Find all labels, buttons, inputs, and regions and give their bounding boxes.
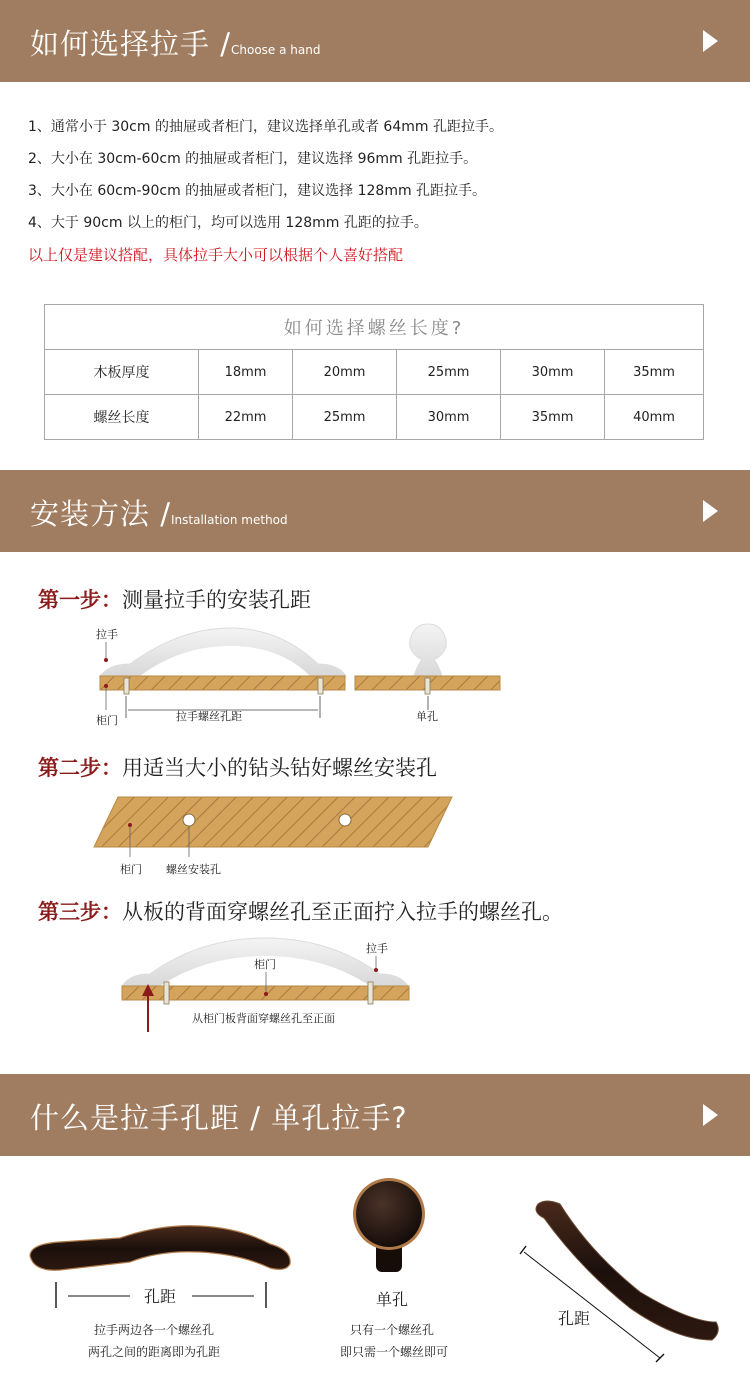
label-single: 单孔 <box>416 710 438 723</box>
banner-subtitle: Installation method <box>171 513 288 527</box>
desc-line: 只有一个螺丝孔 <box>350 1323 435 1337</box>
label-spacing: 拉手螺丝孔距 <box>176 710 242 723</box>
label-hole: 螺丝安装孔 <box>166 863 221 876</box>
screw-icon <box>425 678 430 694</box>
table-cell: 20mm <box>293 350 397 395</box>
screw-hole-icon <box>183 814 195 826</box>
tip-line: 3、大小在 60cm-90cm 的抽屉或者柜门，建议选择 128mm 孔距拉手。 <box>28 183 487 199</box>
step-text: 从板的背面穿螺丝孔至正面拧入拉手的螺丝孔。 <box>122 900 563 924</box>
banner-title: 如何选择拉手 <box>30 27 211 61</box>
label-door: 柜门 <box>96 714 118 727</box>
screw-icon <box>164 982 169 1004</box>
section-banner-choose <box>0 0 750 82</box>
step-text: 用适当大小的钻头钻好螺丝安装孔 <box>122 756 437 780</box>
play-arrow-icon[interactable] <box>703 500 718 522</box>
play-arrow-icon[interactable] <box>703 1104 718 1126</box>
step-1-diagram <box>0 620 750 730</box>
table-cell: 30mm <box>501 350 605 395</box>
table-title: 如何选择螺丝长度? <box>45 305 704 350</box>
table-cell: 18mm <box>199 350 293 395</box>
desc-line: 拉手两边各一个螺丝孔 <box>94 1323 215 1337</box>
cabinet-board <box>100 676 345 690</box>
screw-hole-icon <box>339 814 351 826</box>
label-door: 柜门 <box>254 958 276 971</box>
knob-shape <box>410 624 447 676</box>
step-1-heading <box>38 584 311 614</box>
step-3-diagram <box>0 938 750 1038</box>
screw-icon <box>368 982 373 1004</box>
label-single: 单孔 <box>376 1290 409 1309</box>
screw-length-table <box>44 304 704 440</box>
cabinet-board <box>94 797 452 847</box>
step-number: 第二步： <box>38 756 122 780</box>
table-cell: 25mm <box>397 350 501 395</box>
label-spacing: 孔距 <box>558 1309 591 1328</box>
tip-line: 1、通常小于 30cm 的抽屉或者柜门，建议选择单孔或者 64mm 孔距拉手。 <box>28 119 503 135</box>
row-label: 螺丝长度 <box>45 395 199 440</box>
step-number: 第一步： <box>38 588 122 612</box>
table-cell: 40mm <box>605 395 704 440</box>
banner-title: 安装方法 <box>30 497 151 531</box>
product-illustrations <box>0 1172 750 1382</box>
bar-handle-image <box>30 1226 290 1270</box>
table-row <box>45 350 704 395</box>
table-row <box>45 395 704 440</box>
row-label: 木板厚度 <box>45 350 199 395</box>
label-handle: 拉手 <box>96 628 118 641</box>
table-cell: 22mm <box>199 395 293 440</box>
tip-note: 以上仅是建议搭配，具体拉手大小可以根据个人喜好搭配 <box>28 246 404 264</box>
table-cell: 30mm <box>397 395 501 440</box>
desc-line: 即只需一个螺丝即可 <box>340 1345 449 1359</box>
play-arrow-icon[interactable] <box>703 30 718 52</box>
step-2-diagram <box>0 795 750 885</box>
table-cell: 25mm <box>293 395 397 440</box>
section-banner-install <box>0 470 750 552</box>
banner-slash: / <box>160 497 172 531</box>
step-2-heading <box>38 752 437 782</box>
tip-line: 2、大小在 30cm-60cm 的抽屉或者柜门，建议选择 96mm 孔距拉手。 <box>28 151 478 167</box>
selection-tips <box>28 116 503 276</box>
label-handle: 拉手 <box>366 942 388 955</box>
desc-line: 两孔之间的距离即为孔距 <box>88 1345 221 1359</box>
step-number: 第三步： <box>38 900 122 924</box>
tip-line: 4、大于 90cm 以上的柜门，均可以选用 128mm 孔距的拉手。 <box>28 215 428 231</box>
step-text: 测量拉手的安装孔距 <box>122 588 311 612</box>
section-banner-spacing <box>0 1074 750 1156</box>
banner-title: 什么是拉手孔距 / 单孔拉手? <box>30 1101 408 1135</box>
screw-icon <box>124 678 129 694</box>
label-through: 从柜门板背面穿螺丝孔至正面 <box>192 1012 335 1025</box>
table-cell: 35mm <box>605 350 704 395</box>
screw-icon <box>318 678 323 694</box>
banner-subtitle: Choose a hand <box>231 43 321 57</box>
label-door: 柜门 <box>120 863 142 876</box>
table-cell: 35mm <box>501 395 605 440</box>
step-3-heading <box>38 896 563 926</box>
banner-slash: / <box>220 27 232 61</box>
label-spacing: 孔距 <box>144 1287 177 1306</box>
